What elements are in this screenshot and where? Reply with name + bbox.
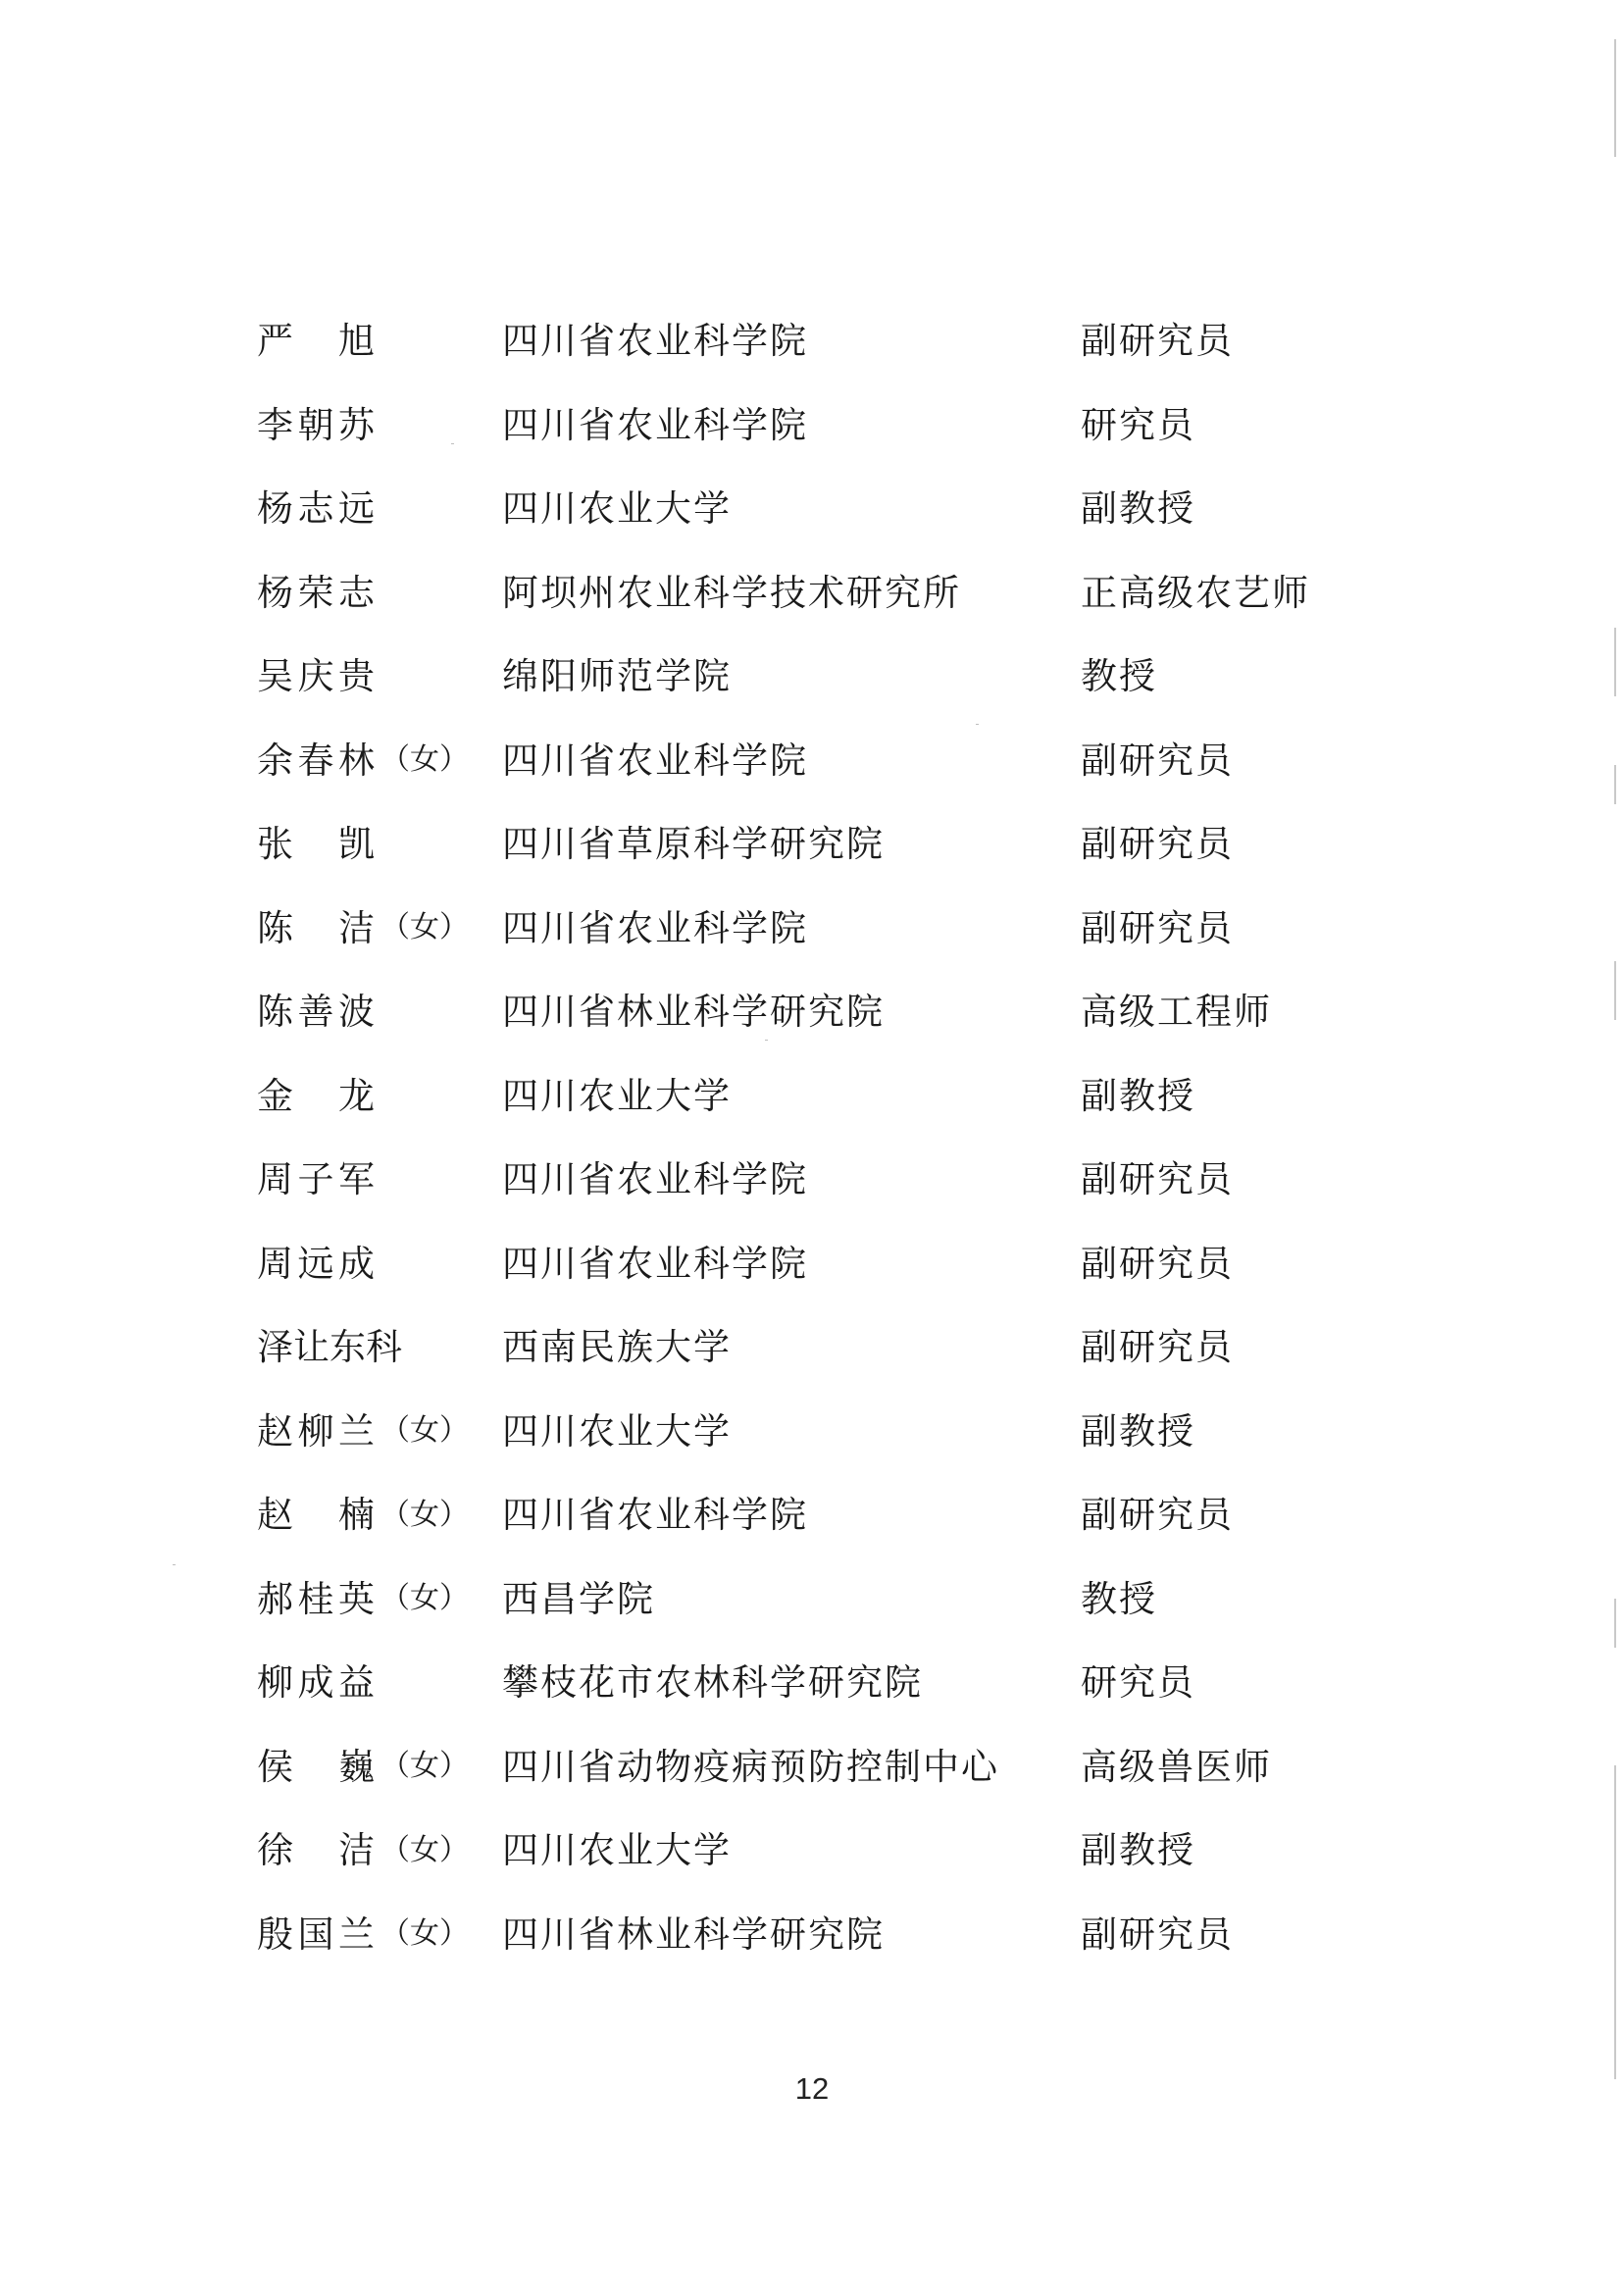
professional-title: 研究员 (1081, 1661, 1195, 1705)
name-cell (257, 1074, 502, 1117)
roster-row (257, 1222, 1385, 1306)
person-name: 杨志远 (257, 487, 375, 531)
organization: 四川省农业科学院 (502, 739, 808, 782)
professional-title: 副研究员 (1081, 1326, 1234, 1369)
person-name: 周子军 (257, 1158, 375, 1201)
person-name: 李朝苏 (257, 403, 375, 446)
person-name: 杨荣志 (257, 571, 375, 614)
organization: 绵阳师范学院 (502, 655, 732, 698)
professional-title: 研究员 (1081, 403, 1195, 446)
organization: 四川省林业科学研究院 (502, 991, 885, 1034)
organization: 四川省动物疫病预防控制中心 (502, 1745, 999, 1788)
organization: 四川省农业科学院 (502, 403, 808, 446)
professional-title: 副研究员 (1081, 1494, 1234, 1537)
roster-row (257, 1305, 1385, 1390)
professional-title: 高级工程师 (1081, 991, 1272, 1034)
roster-row (257, 1725, 1385, 1810)
organization: 四川农业大学 (502, 1409, 732, 1453)
name-cell (257, 1577, 502, 1620)
professional-title: 教授 (1081, 655, 1157, 698)
organization: 四川农业大学 (502, 487, 732, 531)
organization: 西昌学院 (502, 1577, 655, 1620)
roster-row (257, 887, 1385, 971)
name-cell (257, 320, 502, 363)
name-cell (257, 991, 502, 1034)
person-name: 陈善波 (257, 991, 375, 1034)
person-name: 侯巍 (257, 1745, 375, 1788)
roster-row (257, 1641, 1385, 1725)
professional-title: 副研究员 (1081, 1242, 1234, 1285)
scan-edge-mark (1614, 1599, 1616, 1648)
professional-title: 教授 (1081, 1577, 1157, 1620)
name-cell (257, 739, 502, 782)
organization: 阿坝州农业科学技术研究所 (502, 571, 961, 614)
roster-row (257, 1054, 1385, 1139)
organization: 四川农业大学 (502, 1074, 732, 1117)
organization: 西南民族大学 (502, 1326, 732, 1369)
gender-note: （女） (381, 1749, 469, 1784)
professional-title: 副研究员 (1081, 739, 1234, 782)
name-cell (257, 1494, 502, 1537)
name-cell (257, 1661, 502, 1705)
name-cell (257, 487, 502, 531)
person-name: 泽让东科 (257, 1326, 402, 1369)
gender-note: （女） (381, 1497, 469, 1532)
roster-row (257, 383, 1385, 468)
name-cell (257, 1242, 502, 1285)
name-cell (257, 655, 502, 698)
professional-title: 高级兽医师 (1081, 1745, 1272, 1788)
person-name: 金龙 (257, 1074, 375, 1117)
gender-note: （女） (381, 1916, 469, 1952)
personnel-list (257, 299, 1385, 1976)
gender-note: （女） (381, 1581, 469, 1616)
roster-row (257, 1893, 1385, 1977)
gender-note: （女） (381, 1832, 469, 1867)
name-cell (257, 906, 502, 949)
organization: 攀枝花市农林科学研究院 (502, 1661, 923, 1705)
professional-title: 副研究员 (1081, 320, 1234, 363)
person-name: 吴庆贵 (257, 655, 375, 698)
scan-speck (765, 1040, 768, 1041)
scan-edge-mark (1614, 961, 1616, 1020)
person-name: 张凯 (257, 823, 375, 866)
name-cell (257, 823, 502, 866)
name-cell (257, 1326, 502, 1369)
organization: 四川省农业科学院 (502, 1158, 808, 1201)
person-name: 郝桂英 (257, 1577, 375, 1620)
person-name: 殷国兰 (257, 1912, 375, 1956)
organization: 四川省草原科学研究院 (502, 823, 885, 866)
scan-edge-mark (1614, 765, 1616, 804)
name-cell (257, 1158, 502, 1201)
scan-edge-mark (1614, 628, 1616, 696)
roster-row (257, 551, 1385, 636)
name-cell (257, 1745, 502, 1788)
person-name: 严旭 (257, 320, 375, 363)
gender-note: （女） (381, 910, 469, 945)
person-name: 赵楠 (257, 1494, 375, 1537)
scan-edge-mark (1614, 1765, 1616, 2079)
professional-title: 副教授 (1081, 1829, 1195, 1872)
professional-title: 正高级农艺师 (1081, 571, 1310, 614)
roster-row (257, 1138, 1385, 1222)
name-cell (257, 571, 502, 614)
professional-title: 副研究员 (1081, 1158, 1234, 1201)
scan-speck (976, 724, 979, 725)
professional-title: 副研究员 (1081, 906, 1234, 949)
scan-speck (173, 1564, 176, 1565)
organization: 四川省农业科学院 (502, 1242, 808, 1285)
roster-row (257, 467, 1385, 551)
roster-row (257, 719, 1385, 803)
roster-row (257, 1809, 1385, 1893)
person-name: 周远成 (257, 1242, 375, 1285)
name-cell (257, 403, 502, 446)
organization: 四川省林业科学研究院 (502, 1912, 885, 1956)
organization: 四川省农业科学院 (502, 320, 808, 363)
roster-row (257, 635, 1385, 719)
name-cell (257, 1912, 502, 1956)
roster-row (257, 299, 1385, 383)
professional-title: 副教授 (1081, 1074, 1195, 1117)
professional-title: 副教授 (1081, 487, 1195, 531)
scan-speck (451, 443, 454, 444)
scan-edge-mark (1614, 39, 1616, 157)
person-name: 柳成益 (257, 1661, 375, 1705)
gender-note: （女） (381, 1413, 469, 1449)
organization: 四川省农业科学院 (502, 906, 808, 949)
professional-title: 副研究员 (1081, 823, 1234, 866)
roster-row (257, 1390, 1385, 1474)
organization: 四川省农业科学院 (502, 1494, 808, 1537)
person-name: 余春林 (257, 739, 375, 782)
name-cell (257, 1409, 502, 1453)
name-cell (257, 1829, 502, 1872)
roster-row (257, 1473, 1385, 1557)
person-name: 徐洁 (257, 1829, 375, 1872)
roster-row (257, 970, 1385, 1054)
person-name: 赵柳兰 (257, 1409, 375, 1453)
roster-row (257, 1557, 1385, 1642)
person-name: 陈洁 (257, 906, 375, 949)
gender-note: （女） (381, 742, 469, 778)
roster-row (257, 802, 1385, 887)
page-number: 12 (794, 2071, 830, 2106)
professional-title: 副教授 (1081, 1409, 1195, 1453)
organization: 四川农业大学 (502, 1829, 732, 1872)
professional-title: 副研究员 (1081, 1912, 1234, 1956)
